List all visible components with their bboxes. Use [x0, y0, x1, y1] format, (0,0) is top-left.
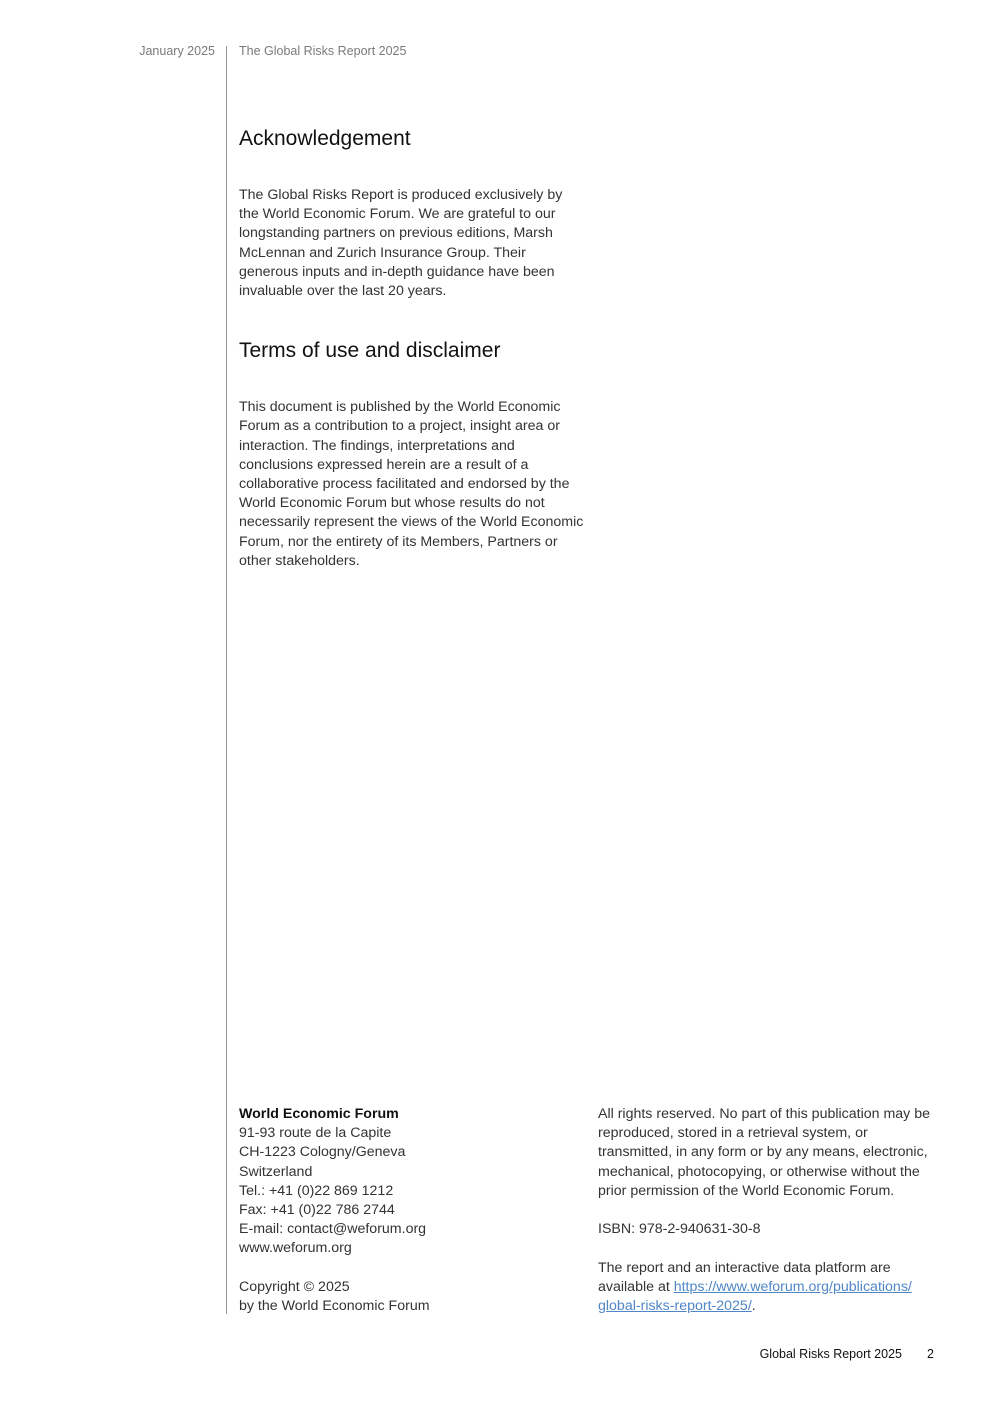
rights-text: All rights reserved. No part of this publication may be reproduced, stored in a retrieval system, or transmitted, in any form or by any means, electronic, mechanical, photocopying, or otherwise without the prior permission of the World Economic Forum. — [598, 1106, 930, 1199]
telephone: Tel.: +41 (0)22 869 1212 — [239, 1182, 394, 1199]
availability-suffix: . — [751, 1298, 756, 1314]
main-content — [239, 125, 584, 571]
copyright: Copyright © 2025 — [239, 1278, 350, 1295]
spacer — [598, 1201, 938, 1220]
email: E-mail: contact@weforum.org — [239, 1221, 427, 1238]
footer-title: Global Risks Report 2025 — [759, 1347, 902, 1361]
fax: Fax: +41 (0)22 786 2744 — [239, 1202, 395, 1219]
org-name: World Economic Forum — [239, 1106, 399, 1122]
availability-prefix: The report and an interactive data platform are available at — [598, 1259, 891, 1295]
rights-block — [598, 1105, 938, 1316]
spacer — [598, 1239, 938, 1258]
copyright-by: by the World Economic Forum — [239, 1298, 430, 1315]
spacer — [239, 1259, 569, 1278]
terms-heading: Terms of use and disclaimer — [239, 339, 501, 363]
acknowledgement-heading: Acknowledgement — [239, 127, 411, 150]
header-title: The Global Risks Report 2025 — [239, 44, 407, 58]
website: www.weforum.org — [239, 1240, 352, 1257]
header-date: January 2025 — [139, 44, 215, 58]
report-link-line-1: https://www.weforum.org/publications/ — [673, 1278, 912, 1295]
terms-body: This document is published by the World Economic Forum as a contribution to a project, insight area or interaction. The findings, interpretations and conclusions expressed herein are a result of a collaborative process facilitated and endorsed by the World Economic Forum but whose results do not necessarily represent the views of the World Economic Forum, nor the entirety of its Members, Partners or other stakeholders. — [239, 399, 584, 569]
country: Switzerland — [239, 1163, 313, 1180]
report-link-line-2: global-risks-report-2025/ — [598, 1298, 752, 1314]
margin-divider-line — [226, 46, 227, 1314]
acknowledgement-body: The Global Risks Report is produced exclusively by the World Economic Forum. We are grateful to our longstanding partners on previous editions, Marsh McLennan and Zurich Insurance Group. Their generous inputs and in-depth guidance have been invaluable over the last 20 years. — [239, 187, 563, 300]
address-line-1: 91-93 route de la Capite — [239, 1125, 392, 1142]
availability-text — [598, 1259, 938, 1317]
contact-block — [239, 1105, 569, 1316]
page-number: 2 — [927, 1347, 934, 1361]
address-line-2: CH-1223 Cologny/Geneva — [239, 1144, 406, 1161]
isbn: ISBN: 978-2-940631-30-8 — [598, 1221, 761, 1238]
